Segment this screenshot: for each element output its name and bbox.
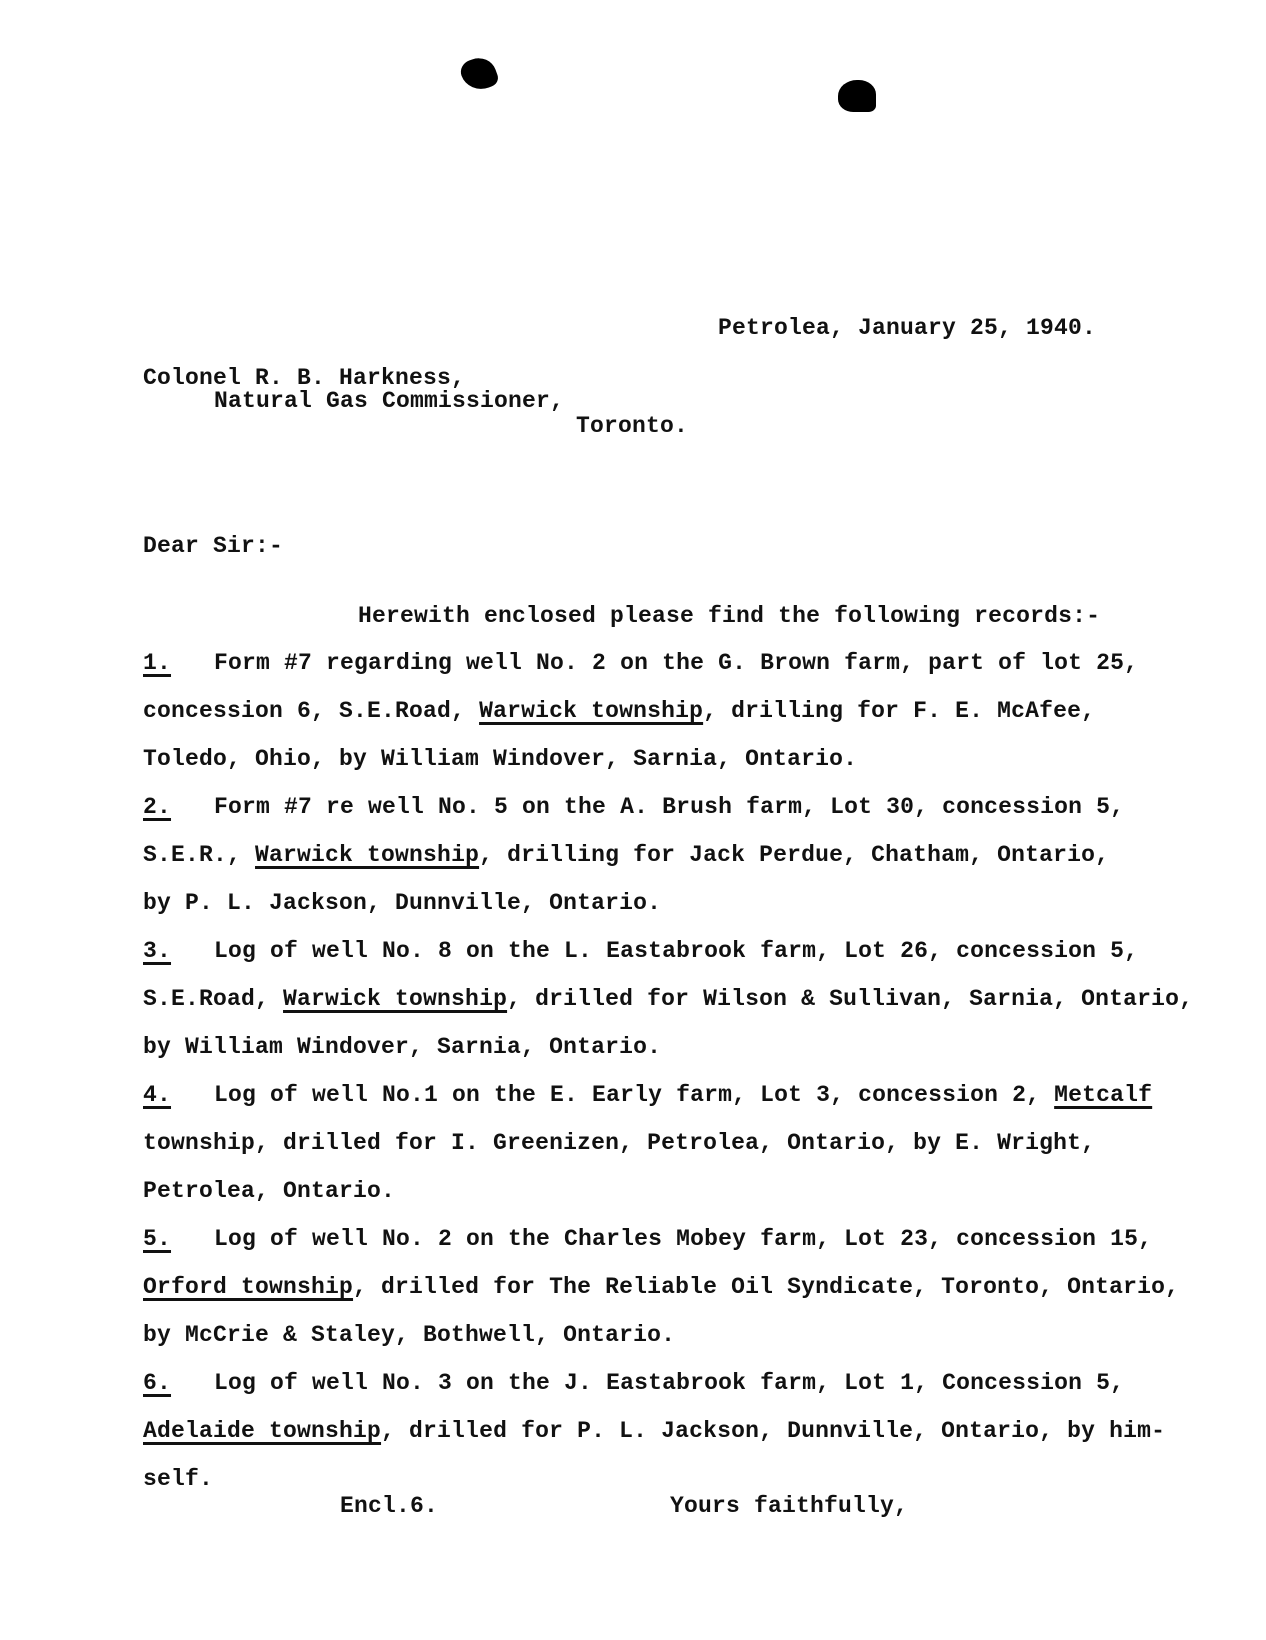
- text-segment: Log of well No. 2 on the Charles Mobey farm, Lot 23, concession 15,: [214, 1226, 1153, 1252]
- item-line: [143, 1274, 1179, 1300]
- item-line: [143, 746, 857, 772]
- recipient-name: Colonel R. B. Harkness,: [143, 365, 466, 391]
- enclosure-note: Encl.6.: [340, 1493, 439, 1519]
- intro-paragraph: Herewith enclosed please find the following records:-: [358, 603, 1101, 629]
- salutation: Dear Sir:-: [143, 533, 284, 559]
- underlined-township: Warwick township: [255, 842, 480, 868]
- underlined-township: Warwick township: [283, 986, 508, 1012]
- ink-blot: [458, 53, 501, 95]
- closing: Yours faithfully,: [670, 1493, 909, 1519]
- text-segment: S.E.R.,: [143, 842, 256, 868]
- underlined-township: Adelaide township: [143, 1418, 382, 1444]
- item-line: [214, 1226, 1152, 1252]
- item-line: [143, 1130, 1095, 1156]
- item-line: [214, 650, 1138, 676]
- text-segment: , drilling for Jack Perdue, Chatham, Ontario,: [479, 842, 1110, 868]
- text-segment: Log of well No. 3 on the J. Eastabrook farm, Lot 1, Concession 5,: [214, 1370, 1125, 1396]
- text-segment: Log of well No.1 on the E. Early farm, Lot 3, concession 2,: [214, 1082, 1055, 1108]
- ink-blot: [838, 80, 876, 112]
- item-line: [143, 1322, 675, 1348]
- item-line: [143, 1466, 213, 1492]
- text-segment: by McCrie & Staley, Bothwell, Ontario.: [143, 1322, 676, 1348]
- text-segment: , drilled for The Reliable Oil Syndicate, Toronto, Ontario,: [353, 1274, 1180, 1300]
- underlined-township: Warwick township: [479, 698, 704, 724]
- item-line: [214, 794, 1124, 820]
- text-segment: township, drilled for I. Greenizen, Petrolea, Ontario, by E. Wright,: [143, 1130, 1096, 1156]
- text-segment: S.E.Road,: [143, 986, 284, 1012]
- text-segment: , drilled for Wilson & Sullivan, Sarnia, Ontario,: [507, 986, 1194, 1012]
- item-line: [214, 1082, 1152, 1108]
- item-line: [143, 1418, 1165, 1444]
- underlined-township: Metcalf: [1054, 1082, 1153, 1108]
- text-segment: by William Windover, Sarnia, Ontario.: [143, 1034, 662, 1060]
- item-number: 5.: [143, 1226, 172, 1252]
- item-number: 6.: [143, 1370, 172, 1396]
- recipient-title: Natural Gas Commissioner,: [214, 388, 565, 414]
- text-segment: Form #7 regarding well No. 2 on the G. Brown farm, part of lot 25,: [214, 650, 1139, 676]
- text-segment: Petrolea, Ontario.: [143, 1178, 396, 1204]
- recipient-city: Toronto.: [576, 413, 689, 439]
- item-line: [143, 986, 1193, 1012]
- item-line: [143, 842, 1109, 868]
- text-segment: concession 6, S.E.Road,: [143, 698, 480, 724]
- text-segment: , drilled for P. L. Jackson, Dunnville, Ontario, by him-: [381, 1418, 1166, 1444]
- text-segment: by P. L. Jackson, Dunnville, Ontario.: [143, 890, 662, 916]
- item-line: [214, 1370, 1124, 1396]
- item-number: 1.: [143, 650, 172, 676]
- item-line: [143, 1034, 661, 1060]
- item-number: 2.: [143, 794, 172, 820]
- item-line: [143, 698, 1095, 724]
- text-segment: Log of well No. 8 on the L. Eastabrook farm, Lot 26, concession 5,: [214, 938, 1139, 964]
- text-segment: , drilling for F. E. McAfee,: [703, 698, 1096, 724]
- item-line: [214, 938, 1138, 964]
- item-line: [143, 1178, 395, 1204]
- item-line: [143, 890, 661, 916]
- text-segment: Form #7 re well No. 5 on the A. Brush farm, Lot 30, concession 5,: [214, 794, 1125, 820]
- date-line: Petrolea, January 25, 1940.: [718, 315, 1097, 341]
- text-segment: Toledo, Ohio, by William Windover, Sarnia, Ontario.: [143, 746, 858, 772]
- underlined-township: Orford township: [143, 1274, 354, 1300]
- item-number: 4.: [143, 1082, 172, 1108]
- item-number: 3.: [143, 938, 172, 964]
- text-segment: self.: [143, 1466, 214, 1492]
